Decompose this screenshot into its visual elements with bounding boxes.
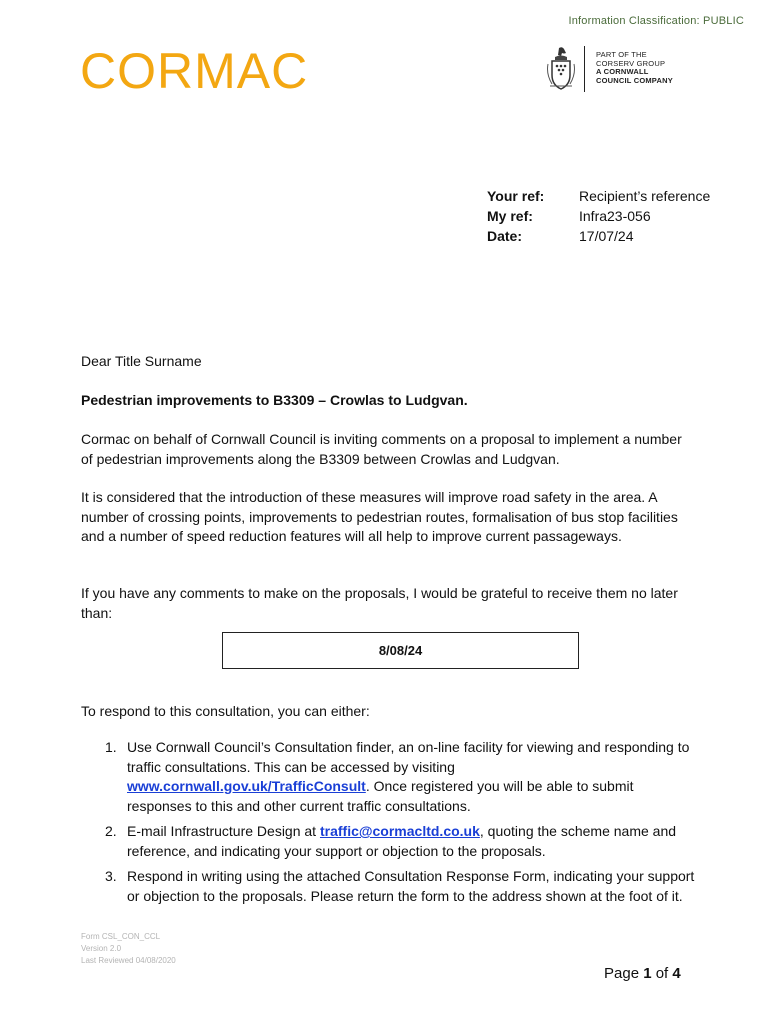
respond-intro: To respond to this consultation, you can either: (81, 703, 370, 719)
corserv-line-2: CORSERV GROUP (596, 58, 666, 68)
my-ref-label: My ref: (487, 208, 533, 224)
consultation-finder-link[interactable]: www.cornwall.gov.uk/TrafficConsult (127, 778, 366, 794)
your-ref-value: Recipient’s reference (579, 188, 711, 204)
date-label: Date: (487, 228, 523, 244)
step-text-after: , quoting the scheme name and reference, and indicating your support or objection to the proposals. (127, 823, 677, 859)
your-ref-label: Your ref: (487, 188, 545, 204)
response-options-list (81, 738, 696, 912)
cormac-logo: CORMAC (80, 43, 309, 99)
my-ref-value: Infra23-056 (579, 208, 651, 224)
reference-block (487, 186, 710, 246)
page-of: of (651, 965, 673, 982)
form-version: Version 2.0 (81, 944, 122, 953)
letter-subject: Pedestrian improvements to B3309 – Crowlas to Ludgvan. (81, 392, 468, 408)
paragraph-intro: Cormac on behalf of Cornwall Council is inviting comments on a proposal to implement a number of pedestrian improvements along the B3309 between Crowlas and Ludgvan. (81, 431, 682, 467)
page-number (604, 965, 681, 982)
corserv-line-4: COUNCIL COMPANY (596, 75, 673, 85)
list-item (81, 738, 696, 816)
list-item (81, 822, 696, 861)
paragraph-measures: It is considered that the introduction of these measures will improve road safety in the area. A number of crossing points, improvements to pedestrian routes, formalisation of bus stop facilities and a number of speed reduction features will all help to improve current passageways. (81, 489, 678, 544)
deadline-box (222, 632, 579, 669)
logo-divider (584, 46, 585, 92)
deadline-date: 8/08/24 (378, 643, 423, 658)
step-text: E-mail Infrastructure Design at (127, 823, 320, 839)
corserv-group-text (596, 51, 673, 85)
corserv-line-3: A CORNWALL (596, 67, 649, 76)
date-value: 17/07/24 (579, 228, 634, 244)
traffic-email-link[interactable]: traffic@cormacltd.co.uk (319, 823, 480, 839)
list-number: 3. (105, 868, 117, 884)
step-text: Use Cornwall Council’s Consultation finder, an on-line facility for viewing and responding to traffic consultations. This can be accessed by visiting (127, 739, 690, 775)
form-code: Form CSL_CON_CCL (81, 932, 161, 941)
classification-label: Information Classification: PUBLIC (568, 15, 744, 27)
corserv-line-1: PART OF THE (596, 50, 647, 59)
salutation: Dear Title Surname (81, 353, 202, 369)
list-number: 2. (105, 823, 117, 839)
paragraph-comments: If you have any comments to make on the proposals, I would be grateful to receive them no later than: (81, 585, 678, 621)
list-number: 1. (105, 739, 117, 755)
form-metadata (81, 931, 176, 967)
step-text: Respond in writing using the attached Consultation Response Form, indicating your support or objection to the proposals. Please return the form to the address shown at the foot of it. (127, 868, 695, 904)
step-text-after: . Once registered you will be able to submit responses to this and other current traffic consultations. (127, 778, 634, 814)
page-current: 1 (643, 965, 652, 982)
cornwall-crest-icon (546, 46, 576, 92)
list-item (81, 867, 696, 906)
page-total: 4 (672, 965, 681, 982)
page-word: Page (604, 965, 644, 982)
form-reviewed: Last Reviewed 04/08/2020 (81, 956, 176, 965)
